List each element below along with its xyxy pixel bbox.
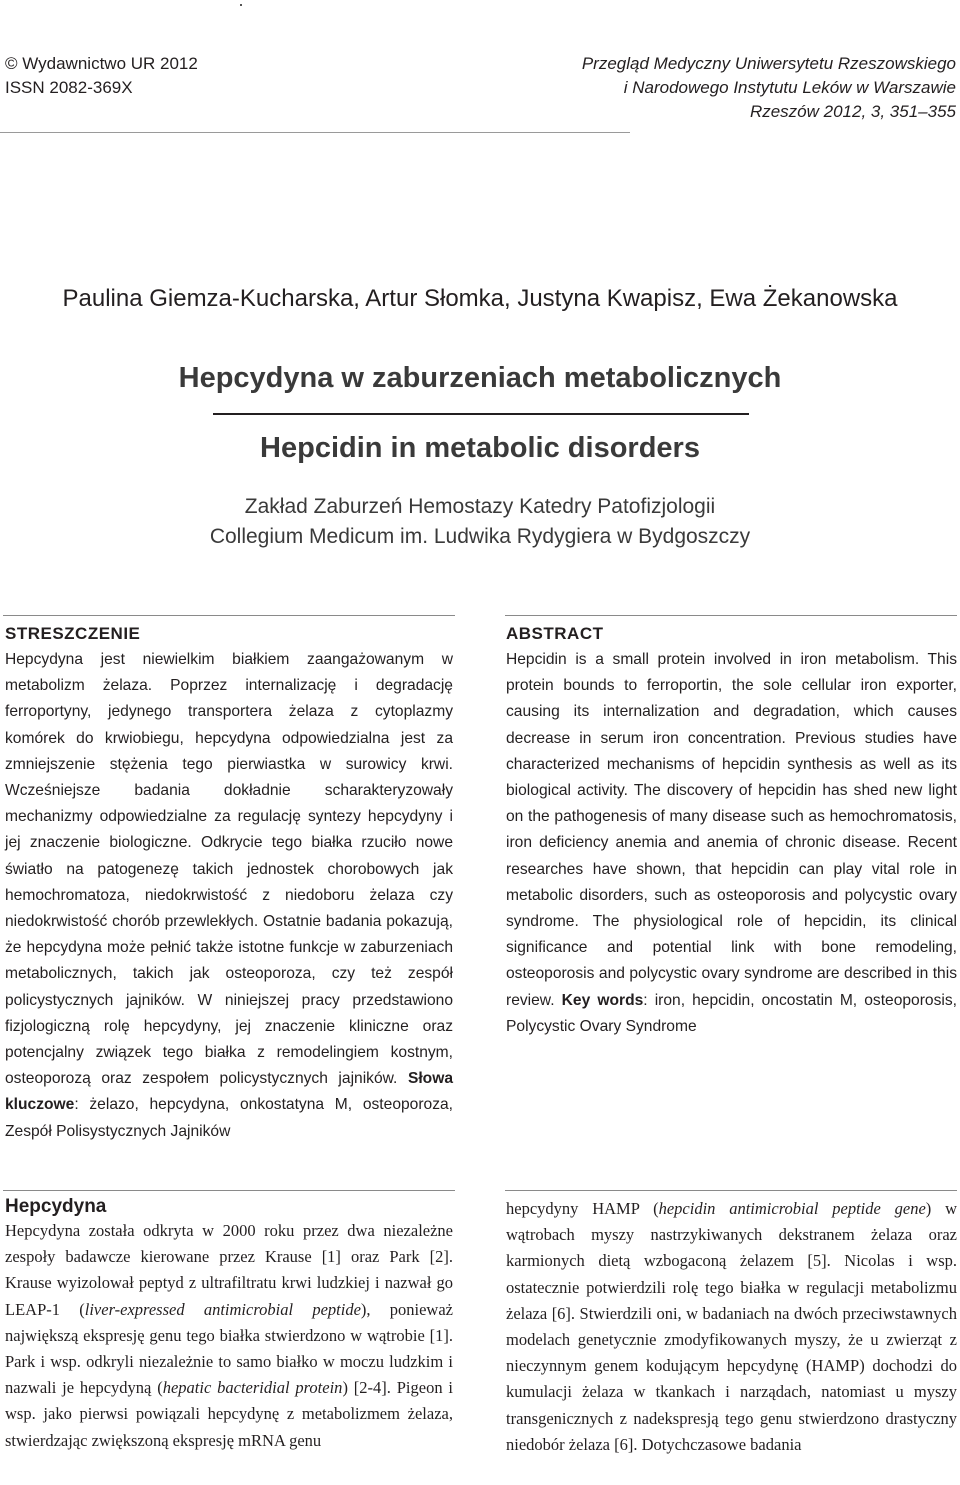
- streszczenie-text: Hepcydyna jest niewielkim białkiem zaangażowanym w metabolizm żelaza. Poprzez internalizację i degradację ferroportyny, jedynego transportera żelaza z cytoplazmy komórek do krwiobiegu, hepcydyna odpowiedzialna jest za zmniejszenie stężenia tego pierwiastka w surowicy krwi. Wcześniejsze badania dokładnie scharakteryzowały mechanizmy odpowiedzialne za regulację syntezy hepcydyny i jej znaczenie biologiczne. Odkrycie tego białka rzuciło nowe światło na patogenezę takich jednostek chorobowych jak hemochromatoza, niedokrwistość z niedoboru żelaza czy niedokrwistość chorób przewlekłych. Ostatnie badania pokazują, że hepcydyna może pełnić także istotne funkcje w zaburzeniach metabolicznych, takich jak osteoporoza, czy też zespół policystycznych jajników. W niniejszej pracy przedstawiono fizjologiczną rolę hepcydyny, jej znaczenie kliniczne oraz potencjalny związek tego białka z remodelingiem kostnym, osteoporozą oraz zespołem policystycznych jajników.: [5, 651, 453, 1088]
- body-left-rule: [3, 1190, 455, 1191]
- journal-block: [582, 52, 956, 124]
- authors: Paulina Giemza-Kucharska, Artur Słomka, Justyna Kwapisz, Ewa Żekanowska: [62, 285, 898, 312]
- journal-line-2: i Narodowego Instytutu Leków w Warszawie: [623, 78, 956, 97]
- streszczenie-rule: [3, 615, 455, 616]
- streszczenie-section: [5, 624, 453, 1145]
- section-heading: Hepcydyna: [5, 1196, 107, 1217]
- streszczenie-keywords-label: Słowa kluczowe: [5, 1070, 453, 1114]
- abstract-rule: [505, 615, 957, 616]
- body-text-run: ), ponieważ największą ekspresję genu tego białka stwierdzono w wątrobie [1]. Park i wsp. odkryli niezależnie to samo białko w moczu ludzkim i nazwali je hepcydyną (: [5, 1299, 453, 1398]
- abstract-body: [506, 647, 957, 1040]
- affiliation: [0, 492, 960, 552]
- scan-mark: [240, 4, 242, 6]
- citation: Rzeszów 2012, 3, 351–355: [749, 102, 956, 121]
- title-divider: [213, 413, 749, 415]
- abstract-heading: ABSTRACT: [506, 624, 604, 643]
- header-rule: [0, 132, 630, 133]
- streszczenie-keywords: : żelazo, hepcydyna, onkostatyna M, osteoporoza, Zespół Polisystycznych Jajników: [5, 1096, 453, 1140]
- abstract-text: Hepcidin is a small protein involved in iron metabolism. This protein bounds to ferroportin, the sole cellular iron exporter, causing its internalization and degradation, which causes decrease in serum iron concentration. Previous studies have characterized mechanisms of hepcidin synthesis as well as its biological activity. The discovery of hepcidin has shed new light on the pathogenesis of many disease such as hemochromatosis, iron deficiency anemia and anemia of chronic disease. Recent researches have shown, that hepcidin can play vital role in metabolic disorders, such as osteoporosis and polycystic ovary syndrome. The physiological role of hepcidin, its clinical significance and potential link with bone remodeling, osteoporosis and polycystic ovary syndrome are described in this review.: [506, 651, 957, 1009]
- streszczenie-heading: STRESZCZENIE: [5, 624, 141, 643]
- body-italic-run: hepatic bacteridial protein: [162, 1378, 343, 1398]
- body-text-run: Hepcydyna została odkryta w 2000 roku przez dwa niezależne zespoły badawcze kierowane przez Krause [1] oraz Park [2]. Krause wyizolował peptyd z ultrafiltratu krwi ludzkiej i nazwał go LEAP-1 (: [5, 1221, 453, 1319]
- body-text-run: ) [2-4]. Pigeon i wsp. jako pierwsi powiązali hepcydynę z metabolizmem żelaza, stwierdzając zwiększoną ekspresję mRNA genu: [5, 1378, 453, 1450]
- publisher: © Wydawnictwo UR 2012: [5, 54, 198, 73]
- abstract-keywords-label: Key words: [561, 991, 644, 1009]
- body-text-run: ) w wątrobach myszy nastrzykiwanych dekstranem żelaza oraz karmionych dietą wzbogaconą żelazem [5]. Nicolas i wsp. ostatecznie potwierdzili rolę tego białka w regulacji metabolizmu żelaza [6]. Stwierdzili oni, w badaniach na dwóch przeciwstawnych modelach genetycznie zmodyfikowanych myszy, że u zwierząt z nieczynnym genem kodującym hepcydynę (HAMP) dochodzi do kumulacji żelaza w tkankach i narządach, natomiast u myszy transgenicznych z nadekspresją tego genu stwierdzono drastyczny niedobór żelaza [6]. Dotychczasowe badania: [506, 1199, 958, 1454]
- body-right-rule: [505, 1190, 957, 1191]
- abstract-keywords: : iron, hepcidin, oncostatin M, osteoporosis, Polycystic Ovary Syndrome: [506, 991, 957, 1035]
- body-right-column: [506, 1196, 957, 1458]
- affiliation-line-1: Zakład Zaburzeń Hemostazy Katedry Patofizjologii: [244, 495, 716, 518]
- publisher-block: [5, 52, 198, 100]
- streszczenie-body: [5, 647, 453, 1145]
- body-italic-run: hepcidin antimicrobial peptide gene: [658, 1199, 926, 1218]
- body-left-text: [5, 1218, 453, 1454]
- title-english: Hepcidin in metabolic disorders: [260, 432, 700, 464]
- abstract-section: [506, 624, 957, 1040]
- issn: ISSN 2082-369X: [5, 78, 133, 97]
- affiliation-line-2: Collegium Medicum im. Ludwika Rydygiera w Bydgoszczy: [209, 525, 751, 548]
- body-text-run: hepcydyny HAMP (: [506, 1199, 659, 1218]
- body-right-text: [506, 1196, 957, 1458]
- journal-line-1: Przegląd Medyczny Uniwersytetu Rzeszowskiego: [581, 54, 956, 73]
- body-italic-run: liver-expressed antimicrobial peptide: [84, 1299, 361, 1319]
- body-left-column: [5, 1196, 453, 1454]
- title-polish: Hepcydyna w zaburzeniach metabolicznych: [178, 362, 782, 394]
